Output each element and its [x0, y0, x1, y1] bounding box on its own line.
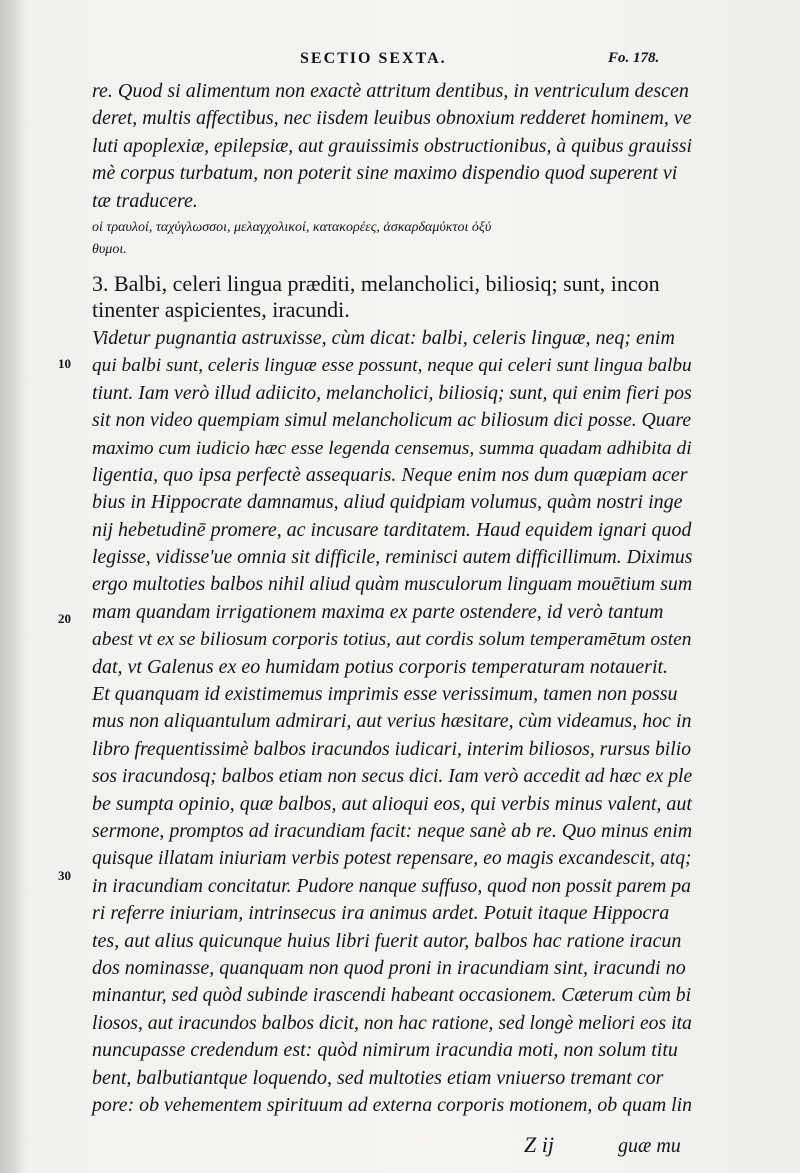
text-line: ri referre iniuriam, intrinsecus ira animus ardet. Potuit itaque Hippocra: [92, 902, 670, 925]
text-line: ergo multoties balbos nihil aliud quàm musculorum linguam mouētium sum: [92, 573, 693, 596]
latin-aphorism: [92, 271, 692, 323]
greek-line: οἱ τραυλοί, ταχύγλωσσοι, μελαγχολικοί, κατακορέες, ἀσκαρδαμύκτοι ὀξύ: [92, 219, 492, 235]
text-line: luti apoplexiæ, epilepsiæ, aut grauissimis obstructionibus, à quibus grauissi: [92, 134, 692, 157]
aphorism-line: tinenter aspicientes, iracundi.: [92, 296, 350, 322]
body-text: [92, 78, 692, 1119]
commentary: [92, 325, 692, 1119]
signature-mark: Z ij: [524, 1132, 554, 1157]
text-line: Et quanquam id existimemus imprimis esse verissimum, tamen non possu: [92, 683, 678, 706]
aphorism-line: 3. Balbi, celeri lingua præditi, melancholici, biliosiq; sunt, incon: [92, 270, 660, 296]
text-line: deret, multis affectibus, nec iisdem leuibus obnoxium redderet hominem, ve: [92, 107, 692, 130]
text-line: tæ traducere.: [92, 189, 198, 212]
margin-line-number: 10: [58, 356, 71, 371]
text-line: ligentia, quo ipsa perfectè assequaris. Neque enim nos dum quæpiam acer: [92, 463, 688, 486]
text-line: quisque illatam iniuriam verbis potest repensare, eo magis excandescit, atq;: [92, 847, 692, 870]
text-line: qui balbi sunt, celeris linguæ esse possunt, neque qui celeri sunt lingua balbu: [92, 355, 692, 377]
text-line: tes, aut alius quicunque huius libri fuerit autor, balbos hac ratione iracun: [92, 929, 682, 952]
text-line: bent, balbutiantque loquendo, sed multoties etiam vniuerso tremant cor: [92, 1066, 664, 1089]
greek-aphorism: [92, 217, 692, 261]
text-line: in iracundiam concitatur. Pudore nanque suffuso, quod non possit parem pa: [92, 874, 691, 897]
page-footer: [0, 1132, 800, 1162]
text-line: sos iracundosq; balbos etiam non secus dici. Iam verò accedit ad hæc ex ple: [92, 766, 693, 788]
paragraph-intro: [92, 78, 692, 215]
text-line: bius in Hippocrate damnamus, aliud quidpiam volumus, quàm nostri inge: [92, 491, 683, 514]
text-line: Videtur pugnantia astruxisse, cùm dicat: balbi, celeris linguæ, neq; enim: [92, 326, 675, 349]
text-line: be sumpta opinio, quæ balbos, aut alioqui eos, qui verbis minus valent, aut: [92, 792, 692, 815]
text-line: pore: ob vehementem spirituum ad externa corporis motionem, ob quam lin: [92, 1093, 693, 1116]
catchword: guæ mu: [618, 1135, 681, 1157]
text-line: sit non video quempiam simul melancholicum ac biliosum dici posse. Quare: [92, 409, 692, 432]
text-line: sermone, promptos ad iracundiam facit: neque sanè ab re. Quo minus enim: [92, 819, 693, 842]
text-line: libro frequentissimè balbos iracundos iudicari, interim biliosos, rursus bilio: [92, 737, 692, 760]
text-line: nuncupasse credendum est: quòd nimirum iracundia moti, non solum titu: [92, 1039, 678, 1062]
text-line: mam quandam irrigationem maxima ex parte ostendere, id verò tantum: [92, 600, 664, 623]
margin-line-number: 20: [58, 611, 71, 626]
margin-line-number: 30: [58, 868, 71, 883]
text-line: liosos, aut iracundos balbos dicit, non hac ratione, sed longè meliori eos ita: [92, 1011, 692, 1034]
page-header: [0, 50, 800, 74]
text-line: tiunt. Iam verò illud adiicito, melancholici, biliosiq; sunt, qui enim fieri pos: [92, 381, 692, 404]
page-gutter-shadow: [0, 0, 22, 1173]
text-line: dos nominasse, quanquam non quod proni in iracundiam sint, iracundi no: [92, 956, 686, 979]
text-line: abest vt ex se biliosum corporis totius, aut cordis solum temperamētum osten: [92, 629, 692, 651]
greek-line: θυμοι.: [92, 241, 127, 257]
text-line: dat, vt Galenus ex eo humidam potius corporis temperaturam notauerit.: [92, 655, 669, 678]
text-line: legisse, vidisse'ue omnia sit difficile, reminisci autem difficillimum. Diximus: [92, 546, 693, 569]
folio-number: Fo. 178.: [608, 50, 660, 66]
text-line: re. Quod si alimentum non exactè attritum dentibus, in ventriculum descen: [92, 80, 689, 102]
text-line: nij hebetudinē promere, ac incusare tarditatem. Haud equidem ignari quod: [92, 518, 692, 541]
text-line: mè corpus turbatum, non poterit sine maximo dispendio quod superent vi: [92, 162, 678, 185]
text-line: maximo cum iudicio hæc esse legenda censemus, summa quadam adhibita di: [92, 437, 692, 459]
text-line: minantur, sed quòd subinde irascendi habeant occasionem. Cæterum cùm bi: [92, 984, 692, 1007]
text-line: mus non aliquantulum admirari, aut verius hæsitare, cùm videamus, hoc in: [92, 710, 692, 733]
running-title: SECTIO SEXTA.: [300, 50, 447, 67]
